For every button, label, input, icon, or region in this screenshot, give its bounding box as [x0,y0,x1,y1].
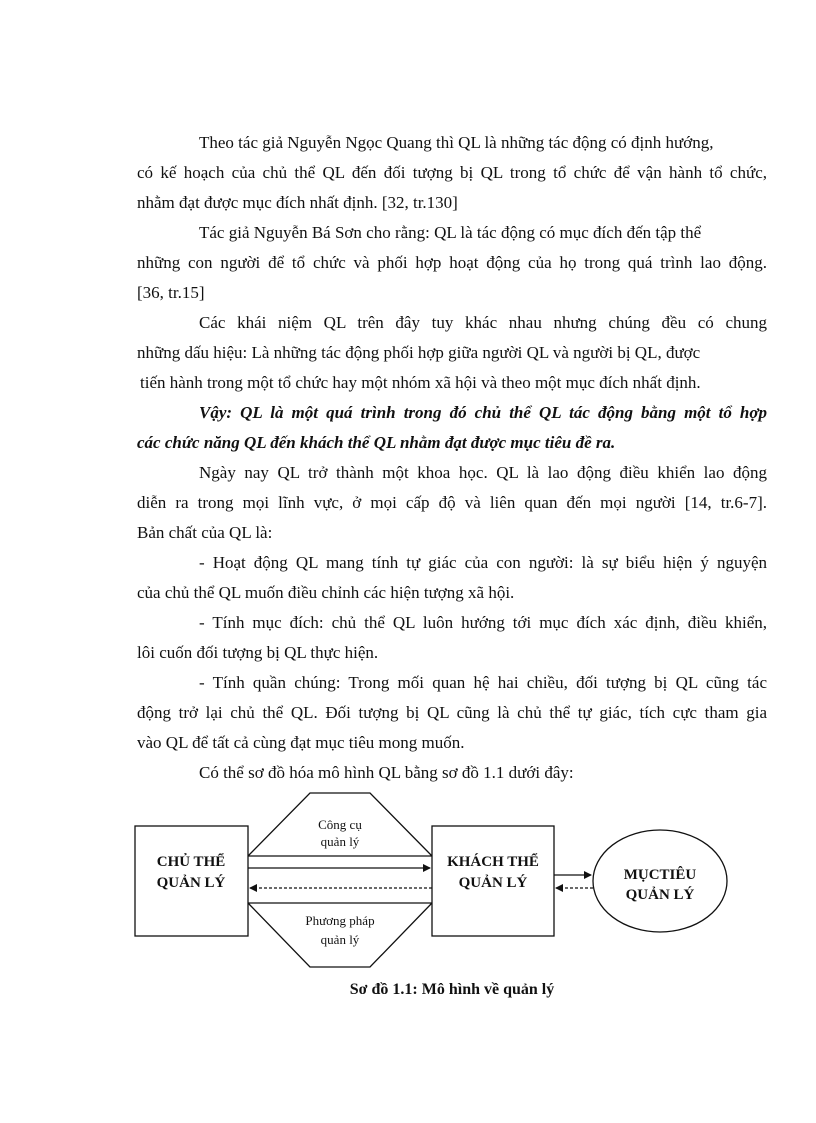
text-line: có kế hoạch của chủ thể QL đến đối tượng bị QL trong tổ chức để vận hành tổ chức, [137,163,767,182]
text-line: - Tính quần chúng: Trong mối quan hệ hai chiều, đối tượng bị QL cũng tác [199,673,767,692]
object-label-line2: QUẢN LÝ [458,875,528,891]
goal-label-line1: MỤCTIÊU [623,867,697,883]
text-line: Vậy: QL là một quá trình trong đó chủ thể QL tác động bằng một tổ hợp [199,403,767,422]
text-line: Bản chất của QL là: [137,523,273,542]
methods-label-line1: Phương pháp [305,913,375,928]
text-line: động trở lại chủ thể QL. Đối tượng bị QL cũng là chủ thể tự giác, tích cực tham gia [137,703,767,722]
tools-label-line1: Công cụ [318,817,362,832]
text-line: Tác giả Nguyễn Bá Sơn cho rằng: QL là tác động có mục đích đến tập thể [199,223,702,242]
text-line: tiến hành trong một tổ chức hay một nhóm xã hội và theo một mục đích nhất định. [140,373,701,392]
text-line: - Hoạt động QL mang tính tự giác của con người: là sự biểu hiện ý nguyện [199,553,767,572]
object-label-line1: KHÁCH THỂ [447,854,539,870]
goal-label-line2: QUẢN LÝ [625,887,695,903]
tools-label-line2: quản lý [320,834,360,849]
text-line: Có thể sơ đồ hóa mô hình QL bằng sơ đồ 1.1 dưới đây: [199,763,574,782]
text-line: các chức năng QL đến khách thể QL nhằm đạt được mục tiêu đề ra. [137,433,616,452]
text-line: Các khái niệm QL trên đây tuy khác nhau nhưng chúng đều có chung [199,313,767,332]
text-line: những con người để tổ chức và phối hợp hoạt động của họ trong quá trình lao động. [137,253,767,272]
text-line: của chủ thể QL muốn điều chỉnh các hiện tượng xã hội. [137,583,515,602]
text-line: Ngày nay QL trở thành một khoa học. QL là lao động điều khiển lao động [199,463,767,482]
text-line: vào QL để tất cả cùng đạt mục tiêu mong muốn. [137,733,465,752]
diagram-caption: Sơ đồ 1.1: Mô hình về quản lý [349,981,555,998]
subject-label-line1: CHỦ THỂ [156,854,226,870]
text-line: những dấu hiệu: Là những tác động phối hợp giữa người QL và người bị QL, được [137,343,701,362]
text-line: - Tính mục đích: chủ thể QL luôn hướng tới mục đích xác định, điều khiển, [199,613,767,632]
text-line: lôi cuốn đối tượng bị QL thực hiện. [137,643,379,662]
methods-label-line2: quản lý [320,932,360,947]
text-line: [36, tr.15] [137,283,205,302]
text-line: diễn ra trong mọi lĩnh vực, ở mọi cấp độ và liên quan đến mọi người [14, tr.6-7]. [137,493,767,512]
subject-label-line2: QUẢN LÝ [156,875,226,891]
text-line: nhằm đạt được mục đích nhất định. [32, tr.130] [137,193,458,212]
text-line: Theo tác giả Nguyễn Ngọc Quang thì QL là những tác động có định hướng, [199,133,714,152]
